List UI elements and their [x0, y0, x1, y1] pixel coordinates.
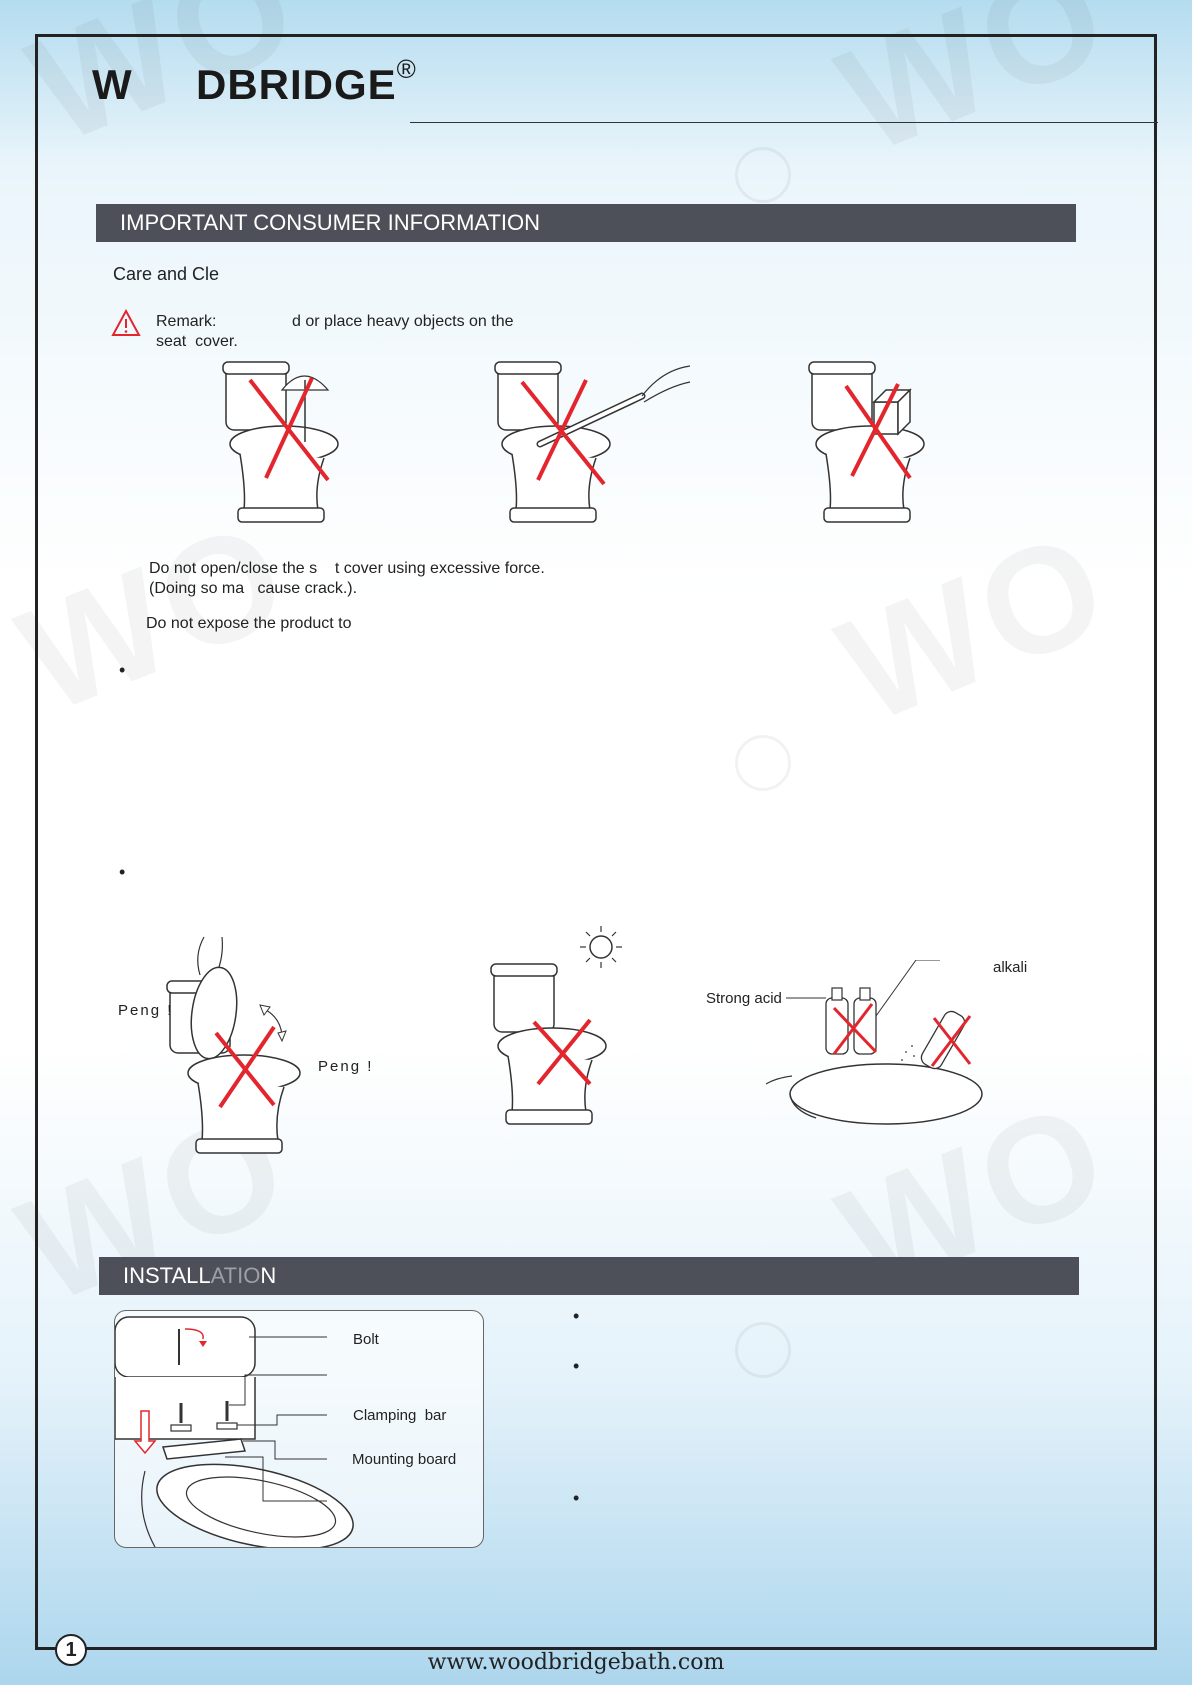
bullet-dot-icon: •	[573, 1306, 580, 1326]
brand-logo	[92, 54, 417, 109]
toilet-illustration-slamming-lid	[164, 935, 354, 1165]
bolt-label: Bolt	[353, 1331, 379, 1348]
peng-label-right: Peng !	[318, 1058, 374, 1075]
brand-name: W DBRIDGE	[92, 61, 397, 108]
section-bar-installation	[99, 1257, 1079, 1295]
footer-website[interactable]: www.woodbridgebath.com	[427, 1650, 725, 1675]
section-bar-consumer-info	[96, 204, 1076, 242]
bullet-dot-icon: •	[119, 862, 126, 882]
remark-line-2: seat cover.	[156, 333, 238, 350]
care-subheading: Care and Cle	[113, 264, 220, 284]
toilet-illustration-sunlight	[488, 962, 648, 1142]
installation-diagram	[114, 1310, 484, 1548]
bullet-dot-icon: •	[573, 1356, 580, 1376]
section-title: IMPORTANT CONSUMER INFORMATION	[120, 210, 541, 235]
page-number: 1	[55, 1634, 87, 1666]
chemical-cleaner-illustration	[766, 960, 1006, 1140]
remark-line-1: Remark: d or place heavy objects on the	[156, 313, 514, 330]
toilet-illustration-stick	[492, 360, 692, 540]
warning-triangle-icon	[111, 309, 141, 337]
toilet-illustration-heavy-box	[806, 360, 966, 540]
alkali-label: alkali	[993, 959, 1028, 976]
section-title-installation: INSTALLATION	[123, 1263, 277, 1288]
header-rule	[410, 122, 1158, 123]
clamping-bar-label: Clamping bar	[353, 1407, 447, 1424]
installation-illustration	[115, 1311, 483, 1547]
bullet-dot-icon: •	[573, 1488, 580, 1508]
strong-acid-label: Strong acid	[706, 990, 782, 1007]
expose-warning: Do not expose the product to	[146, 615, 352, 632]
force-warning-line-1: Do not open/close the s t cover using excessive force.	[149, 560, 545, 577]
trademark-symbol: ®	[396, 54, 417, 84]
force-warning-line-2: (Doing so ma cause crack.).	[149, 580, 358, 597]
mounting-board-label: Mounting board	[352, 1451, 457, 1468]
peng-label-left: Peng !	[118, 1002, 174, 1019]
bullet-dot-icon: •	[119, 660, 126, 680]
toilet-illustration-umbrella	[220, 360, 380, 540]
